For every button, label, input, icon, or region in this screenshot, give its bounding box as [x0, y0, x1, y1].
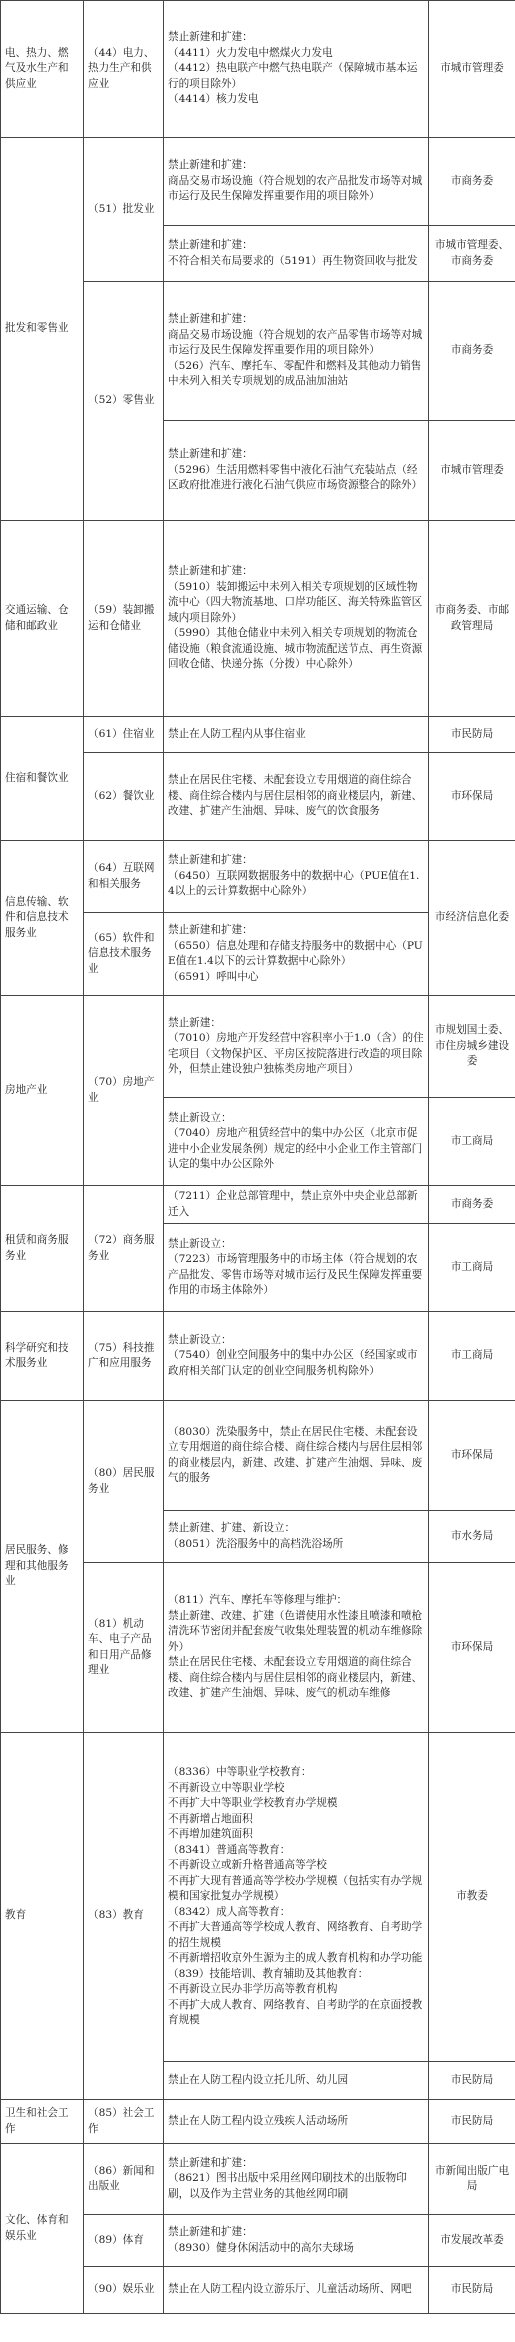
industry-subcategory: （85）社会工作: [84, 2100, 164, 2144]
responsible-department: 市城市管理委: [429, 421, 515, 521]
restriction-line: 不再扩大中等职业学校教育办学规模: [168, 1797, 338, 1810]
restriction-line: 禁止在人防工程内设立游乐厅、儿童活动场所、网吧: [168, 2283, 412, 2296]
restriction-line: 禁止新建和扩建：: [168, 2156, 253, 2169]
restriction-line: 不再新设立民办非学历高等教育机构: [168, 1983, 338, 1996]
restriction-content: [164, 226, 429, 282]
restriction-content: [164, 1186, 429, 1224]
table-row: [1, 996, 515, 1098]
restriction-content: [164, 282, 429, 421]
restriction-line: 禁止新建和扩建：: [168, 159, 253, 172]
restriction-content: [164, 1098, 429, 1186]
restriction-line: （8930）健身休闲活动中的高尔夫球场: [168, 2241, 354, 2254]
responsible-department: 市城市管理委、市商务委: [429, 226, 515, 282]
restriction-content: [164, 521, 429, 717]
responsible-department: 市教委: [429, 1733, 515, 2062]
restriction-content: [164, 1511, 429, 1563]
restriction-line: （839）技能培训、教育辅助及其他教育：: [168, 1967, 369, 1980]
restriction-line: （7540）创业空间服务中的集中办公区（经国家或市政府相关部门认定的创业空间服务机构除外）: [168, 1349, 418, 1377]
industry-category: 文化、体育和娱乐业: [1, 2144, 84, 2314]
restriction-line: （8621）图书出版中采用丝网印刷技术的出版物印刷，以及作为主营业务的其他丝网印刷: [168, 2172, 407, 2200]
restriction-line: 禁止在人防工程内从事住宿业: [168, 727, 306, 740]
restriction-line: 不再新设立中等职业学校: [168, 1781, 285, 1794]
industry-category: 科学研究和技术服务业: [1, 1312, 84, 1401]
responsible-department: 市城市管理委: [429, 1, 515, 138]
restriction-line: 禁止在居民住宅楼、未配套设立专用烟道的商住综合楼、商住综合楼内与居住层相邻的商业楼层内，新建、改建、扩建产生油烟、异味、废气的饮食服务: [168, 774, 423, 818]
restriction-content: [164, 1563, 429, 1733]
responsible-department: 市发展改革委: [429, 2215, 515, 2267]
restriction-line: （7211）企业总部管理中，禁止京外中央企业总部新迁入: [168, 1190, 418, 1218]
restriction-line: （8342）成人高等教育：: [168, 1905, 291, 1918]
restriction-content: [164, 1, 429, 138]
responsible-department: 市工商局: [429, 1312, 515, 1401]
restriction-line: （5296）生活用燃料零售中液化石油气充装站点（经区政府批准进行液化石油气供应市场资源整合的除外）: [168, 463, 423, 492]
industry-category: 房地产业: [1, 996, 84, 1186]
restriction-line: （7040）房地产租赁经营中的集中办公区（北京市促进中小企业发展条例）规定的经中小企业工作主管部门认定的集中办公区除外: [168, 1127, 423, 1170]
restriction-content: [164, 1224, 429, 1312]
responsible-department: 市规划国土委、市住房城乡建设委: [429, 996, 515, 1098]
restriction-line: 不符合相关布局要求的（5191）再生物资回收与批发: [168, 254, 418, 267]
restriction-content: [164, 1401, 429, 1511]
responsible-department: 市工商局: [429, 1098, 515, 1186]
table-row: [1, 138, 515, 226]
table-row: [1, 841, 515, 913]
restriction-content: [164, 996, 429, 1098]
responsible-department: 市民防局: [429, 2062, 515, 2100]
restriction-line: 禁止新建和扩建：: [168, 313, 253, 326]
responsible-department: 市环保局: [429, 753, 515, 841]
restriction-line: 禁止新建和扩建：: [168, 239, 253, 251]
responsible-department: 市新闻出版广电局: [429, 2144, 515, 2215]
restriction-line: （6450）互联网数据服务中的数据中心（PUE值在1.4以上的云计算数据中心除外）: [168, 869, 420, 898]
industry-subcategory: （65）软件和信息技术服务业: [84, 913, 164, 996]
industry-subcategory: （75）科技推广和应用服务: [84, 1312, 164, 1401]
table-row: [1, 1186, 515, 1224]
table-body: [1, 1, 515, 2314]
restriction-line: 不再扩大成人教育、网络教育、自考助学的在京面授教育规模: [168, 1998, 423, 2027]
responsible-department: 市民防局: [429, 2100, 515, 2144]
restriction-line: （4414）核力发电: [168, 93, 259, 106]
restriction-line: 禁止新建和扩建：: [168, 924, 253, 936]
restriction-line: 禁止在人防工程内设立残疾人活动场所: [168, 2114, 349, 2127]
restriction-line: （7010）房地产开发经营中容积率小于1.0（含）的住宅项目（文物保护区、平房区按院落进行改造的项目除外，但禁止建设独户独栋类房地产项目）: [168, 1032, 424, 1075]
restriction-line: 禁止新建和扩建：: [168, 565, 253, 578]
restriction-line: 禁止新建、改建、扩建（色谱使用水性漆且喷漆和喷枪清洗环节密闭并配套废气收集处理装置的机动车维修除外）: [168, 1609, 423, 1653]
restriction-line: （6550）信息处理和存储支持服务中的数据中心（PUE值在1.4以下的云计算数据中心除外）: [168, 939, 423, 967]
table-row: [1, 1, 515, 138]
responsible-department: 市商务委: [429, 1186, 515, 1224]
industry-subcategory: （61）住宿业: [84, 717, 164, 753]
restriction-content: [164, 1312, 429, 1401]
industry-subcategory: （44）电力、热力生产和供应业: [84, 1, 164, 138]
industry-subcategory: （89）体育: [84, 2215, 164, 2267]
industry-subcategory: （86）新闻和出版业: [84, 2144, 164, 2215]
restriction-line: （8336）中等职业学校教育：: [168, 1766, 312, 1779]
restriction-line: 不再增加建筑面积: [168, 1828, 253, 1841]
restriction-line: （7223）市场管理服务中的市场主体（符合规划的农产品批发、零售市场等对城市运行及民生保障发挥重要作用的市场主体除外）: [168, 1253, 423, 1296]
industry-subcategory: （70）房地产业: [84, 996, 164, 1186]
restriction-content: [164, 2100, 429, 2144]
industry-subcategory: （51）批发业: [84, 138, 164, 282]
restriction-content: [164, 1733, 429, 2062]
restriction-line: 禁止在人防工程内设立托儿所、幼儿园: [168, 2073, 349, 2086]
responsible-department: 市经济信息化委: [429, 841, 515, 996]
responsible-department: 市水务局: [429, 1511, 515, 1563]
restriction-line: 禁止新设立：: [168, 1333, 232, 1346]
restriction-content: [164, 717, 429, 753]
restriction-line: 商品交易市场设施（符合规划的农产品零售市场等对城市运行及民生保障发挥重要作用的项目除外）: [168, 328, 423, 357]
industry-subcategory: （62）餐饮业: [84, 753, 164, 841]
restriction-line: （4412）热电联产中燃气热电联产（保障城市基本运行的项目除外）: [168, 62, 418, 90]
restriction-line: 禁止新建：: [168, 1016, 221, 1029]
table-row: [1, 2144, 515, 2215]
industry-category: 住宿和餐饮业: [1, 717, 84, 841]
industry-subcategory: （81）机动车、电子产品和日用产品修理业: [84, 1563, 164, 1733]
restriction-line: （5990）其他仓储业中未列入相关专项规划的物流仓储设施（粮食流通设施、城市物流配送节点、再生资源回收仓储、快递分拣（分拨）中心除外）: [168, 627, 423, 671]
restriction-content: [164, 2062, 429, 2100]
industry-category: 交通运输、仓储和邮政业: [1, 521, 84, 717]
restriction-line: （811）汽车、摩托车等修理与维护：: [168, 1594, 348, 1607]
table-row: [1, 2100, 515, 2144]
restriction-content: [164, 2215, 429, 2267]
restriction-line: 商品交易市场设施（符合规划的农产品批发市场等对城市运行及民生保障发挥重要作用的项目除外）: [168, 174, 423, 203]
industry-category: 信息传输、软件和信息技术服务业: [1, 841, 84, 996]
table-row: [1, 717, 515, 753]
industry-subcategory: （52）零售业: [84, 282, 164, 521]
responsible-department: 市商务委、市邮政管理局: [429, 521, 515, 717]
industry-subcategory: （80）居民服务业: [84, 1401, 164, 1563]
responsible-department: 市民防局: [429, 2267, 515, 2314]
restriction-line: （8051）洗浴服务中的高档洗浴场所: [168, 1537, 344, 1550]
industry-category: 租赁和商务服务业: [1, 1186, 84, 1312]
responsible-department: 市工商局: [429, 1224, 515, 1312]
restriction-line: 禁止在居民住宅楼、未配套设立专用烟道的商住综合楼、商住综合楼内与居住层相邻的商业楼层内，新建、改建、扩建产生油烟、异味、废气的机动车维修: [168, 1656, 423, 1700]
industry-category: 教育: [1, 1733, 84, 2100]
restriction-content: [164, 2144, 429, 2215]
restriction-line: 不再新设立或新升格普通高等学校: [168, 1859, 327, 1872]
restriction-line: 禁止新建和扩建：: [168, 31, 253, 44]
restriction-line: 不再扩大普通高等学校成人教育、网络教育、自考助学的招生规模: [168, 1921, 423, 1949]
restriction-line: 不再扩大现有普通高等学校办学规模（包括实有办学规模和国家批复办学规模）: [168, 1874, 423, 1903]
restriction-content: [164, 913, 429, 996]
industry-category: 居民服务、修理和其他服务业: [1, 1401, 84, 1733]
restriction-line: 禁止新设立：: [168, 1111, 232, 1124]
restriction-content: [164, 2267, 429, 2314]
restriction-content: [164, 753, 429, 841]
table-row: [1, 1312, 515, 1401]
responsible-department: 市商务委: [429, 138, 515, 226]
table-row: [1, 1401, 515, 1511]
responsible-department: 市商务委: [429, 282, 515, 421]
restriction-line: （5910）装卸搬运中未列入相关专项规划的区域性物流中心（四大物流基地、口岸功能区、海关特殊监管区域内项目除外）: [168, 580, 423, 624]
industry-subcategory: （72）商务服务业: [84, 1186, 164, 1312]
restriction-line: 禁止新建、扩建、新设立：: [168, 1522, 296, 1534]
restriction-line: 不再新增占地面积: [168, 1812, 253, 1825]
industry-category: 批发和零售业: [1, 138, 84, 521]
responsible-department: 市环保局: [429, 1401, 515, 1511]
restriction-content: [164, 421, 429, 521]
restriction-line: （8030）洗染服务中，禁止在居民住宅楼、未配套设立专用烟道的商住综合楼、商住综合楼内与居住层相邻的商业楼层内，新建、改建、扩建产生油烟、异味、废气的服务: [168, 1425, 423, 1484]
restriction-line: 不再新增招收京外生源为主的成人教育机构和办学功能: [168, 1952, 423, 1965]
restriction-line: 禁止新建和扩建：: [168, 448, 253, 461]
table-row: [1, 1733, 515, 2062]
restriction-line: 禁止新建和扩建：: [168, 2226, 253, 2238]
restriction-line: （6591）呼叫中心: [168, 970, 259, 983]
industry-category: 卫生和社会工作: [1, 2100, 84, 2144]
restriction-line: （8341）普通高等教育：: [168, 1843, 291, 1856]
industry-subcategory: （59）装卸搬运和仓储业: [84, 521, 164, 717]
industry-category: 电、热力、燃气及水生产和供应业: [1, 1, 84, 138]
industry-subcategory: （90）娱乐业: [84, 2267, 164, 2314]
restriction-line: 禁止新设立：: [168, 1237, 232, 1250]
responsible-department: 市环保局: [429, 1563, 515, 1733]
industry-subcategory: （64）互联网和相关服务: [84, 841, 164, 913]
restriction-content: [164, 841, 429, 913]
industry-subcategory: （83）教育: [84, 1733, 164, 2100]
restriction-line: 禁止新建和扩建：: [168, 854, 253, 867]
responsible-department: 市民防局: [429, 717, 515, 753]
restriction-content: [164, 138, 429, 226]
restriction-line: （4411）火力发电中燃煤火力发电: [168, 46, 333, 59]
table-row: [1, 521, 515, 717]
restriction-line: （526）汽车、摩托车、零配件和燃料及其他动力销售中未列入相关专项规划的成品油加油站: [168, 359, 422, 388]
